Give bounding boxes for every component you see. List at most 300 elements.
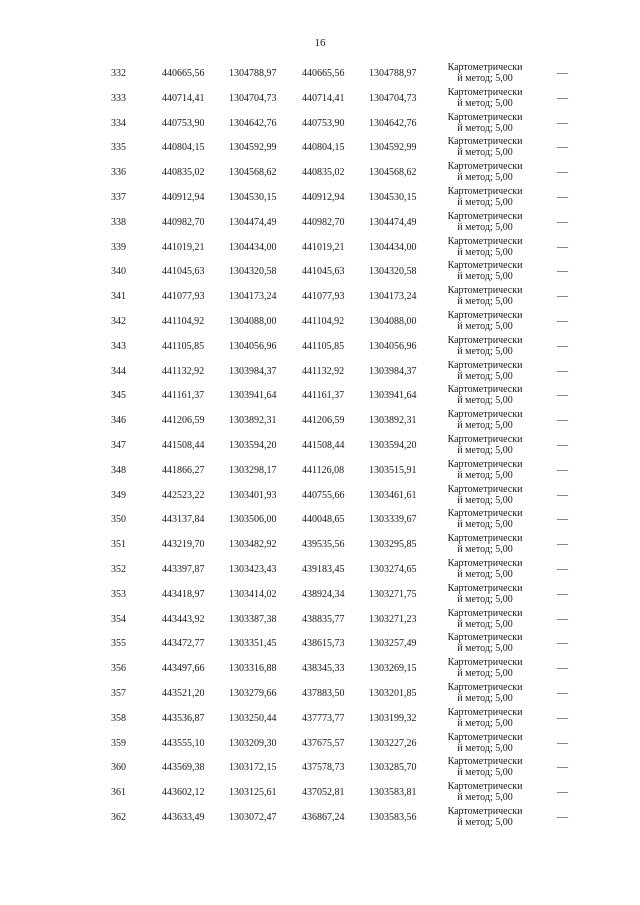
- y-coordinate-cell: 1303316,88: [229, 663, 277, 675]
- y-coordinate-new-cell: 1303515,91: [369, 464, 417, 476]
- y-coordinate-cell: 1304530,15: [229, 191, 277, 203]
- method-cell: [437, 409, 533, 431]
- y-coordinate-new-cell: 1303271,23: [369, 613, 417, 625]
- y-coordinate-new-cell: 1303892,31: [369, 415, 417, 427]
- x-coordinate-cell: 441104,92: [162, 315, 205, 327]
- method-cell: [437, 459, 533, 481]
- point-number-cell: 353: [111, 588, 126, 600]
- y-coordinate-new-cell: 1304592,99: [369, 142, 417, 154]
- method-line-2: й метод; 5,00: [457, 395, 513, 407]
- method-line-1: Картометрически: [447, 756, 523, 768]
- dash-cell: —: [557, 637, 568, 650]
- point-number-cell: 346: [111, 415, 126, 427]
- method-cell: [437, 360, 533, 382]
- point-number-cell: 345: [111, 390, 126, 402]
- method-line-1: Картометрически: [447, 582, 523, 594]
- x-coordinate-new-cell: 439535,56: [302, 539, 345, 551]
- method-line-1: Картометрически: [447, 334, 523, 346]
- dash-cell: —: [557, 810, 568, 823]
- x-coordinate-new-cell: 437578,73: [302, 762, 345, 774]
- point-number-cell: 337: [111, 191, 126, 203]
- y-coordinate-new-cell: 1303295,85: [369, 539, 417, 551]
- table-row: [0, 532, 640, 557]
- point-number-cell: 348: [111, 464, 126, 476]
- method-line-2: й метод; 5,00: [457, 444, 513, 456]
- x-coordinate-new-cell: 437052,81: [302, 787, 345, 799]
- y-coordinate-cell: 1304056,96: [229, 340, 277, 352]
- x-coordinate-new-cell: 439183,45: [302, 563, 345, 575]
- x-coordinate-cell: 443137,84: [162, 514, 205, 526]
- method-line-1: Картометрически: [447, 458, 523, 470]
- dash-cell: —: [557, 116, 568, 129]
- method-line-2: й метод; 5,00: [457, 593, 513, 605]
- method-cell: [437, 583, 533, 605]
- x-coordinate-new-cell: 441105,85: [302, 340, 345, 352]
- method-cell: [437, 236, 533, 258]
- point-number-cell: 362: [111, 811, 126, 823]
- x-coordinate-cell: 440665,56: [162, 68, 205, 79]
- x-coordinate-cell: 443443,92: [162, 613, 205, 625]
- point-number-cell: 350: [111, 514, 126, 526]
- y-coordinate-new-cell: 1304530,15: [369, 191, 417, 203]
- x-coordinate-new-cell: 438924,34: [302, 588, 345, 600]
- x-coordinate-new-cell: 437773,77: [302, 712, 345, 724]
- method-line-1: Картометрически: [447, 409, 523, 421]
- table-row: [0, 383, 640, 408]
- x-coordinate-new-cell: 438615,73: [302, 638, 345, 650]
- table-row: [0, 607, 640, 632]
- method-line-1: Картометрически: [447, 260, 523, 272]
- method-cell: [437, 285, 533, 307]
- dash-cell: —: [557, 240, 568, 253]
- y-coordinate-new-cell: 1304474,49: [369, 216, 417, 228]
- method-cell: [437, 112, 533, 134]
- method-line-2: й метод; 5,00: [457, 692, 513, 704]
- x-coordinate-cell: 443569,38: [162, 762, 205, 774]
- point-number-cell: 357: [111, 687, 126, 699]
- method-line-1: Картометрически: [447, 161, 523, 173]
- point-number-cell: 359: [111, 737, 126, 749]
- method-line-2: й метод; 5,00: [457, 296, 513, 308]
- dash-cell: —: [557, 562, 568, 575]
- point-number-cell: 347: [111, 439, 126, 451]
- x-coordinate-new-cell: 440755,66: [302, 489, 345, 501]
- method-cell: [437, 260, 533, 282]
- method-line-2: й метод; 5,00: [457, 568, 513, 580]
- dash-cell: —: [557, 91, 568, 104]
- table-row: [0, 111, 640, 136]
- dash-cell: —: [557, 141, 568, 154]
- method-line-1: Картометрически: [447, 62, 523, 73]
- point-number-cell: 341: [111, 291, 126, 303]
- point-number-cell: 344: [111, 365, 126, 377]
- y-coordinate-new-cell: 1304088,00: [369, 315, 417, 327]
- x-coordinate-new-cell: 438835,77: [302, 613, 345, 625]
- method-line-1: Картометрически: [447, 731, 523, 743]
- dash-cell: —: [557, 265, 568, 278]
- dash-cell: —: [557, 662, 568, 675]
- point-number-cell: 351: [111, 539, 126, 551]
- x-coordinate-cell: 442523,22: [162, 489, 205, 501]
- method-line-2: й метод; 5,00: [457, 668, 513, 680]
- y-coordinate-cell: 1303984,37: [229, 365, 277, 377]
- y-coordinate-cell: 1304088,00: [229, 315, 277, 327]
- y-coordinate-cell: 1303172,15: [229, 762, 277, 774]
- dash-cell: —: [557, 414, 568, 427]
- method-cell: [437, 211, 533, 233]
- dash-cell: —: [557, 438, 568, 451]
- x-coordinate-new-cell: 441126,08: [302, 464, 345, 476]
- y-coordinate-cell: 1303250,44: [229, 712, 277, 724]
- method-line-1: Картометрически: [447, 706, 523, 718]
- x-coordinate-cell: 440912,94: [162, 191, 205, 203]
- method-line-1: Картометрически: [447, 136, 523, 148]
- y-coordinate-new-cell: 1304642,76: [369, 117, 417, 129]
- point-number-cell: 355: [111, 638, 126, 650]
- method-cell: [437, 161, 533, 183]
- x-coordinate-cell: 441508,44: [162, 439, 205, 451]
- table-row: [0, 557, 640, 582]
- table-row: [0, 681, 640, 706]
- table-row: [0, 235, 640, 260]
- table-row: [0, 631, 640, 656]
- y-coordinate-cell: 1304173,24: [229, 291, 277, 303]
- method-cell: [437, 781, 533, 803]
- x-coordinate-cell: 440714,41: [162, 92, 205, 104]
- point-number-cell: 333: [111, 92, 126, 104]
- method-cell: [437, 657, 533, 679]
- method-line-2: й метод; 5,00: [457, 246, 513, 258]
- x-coordinate-new-cell: 441045,63: [302, 266, 345, 278]
- y-coordinate-cell: 1304320,58: [229, 266, 277, 278]
- y-coordinate-new-cell: 1304320,58: [369, 266, 417, 278]
- method-line-2: й метод; 5,00: [457, 122, 513, 134]
- y-coordinate-cell: 1303125,61: [229, 787, 277, 799]
- table-row: [0, 433, 640, 458]
- page-number: 16: [314, 37, 326, 49]
- y-coordinate-new-cell: 1303339,67: [369, 514, 417, 526]
- dash-cell: —: [557, 786, 568, 799]
- method-line-2: й метод; 5,00: [457, 221, 513, 233]
- x-coordinate-new-cell: 437883,50: [302, 687, 345, 699]
- dash-cell: —: [557, 463, 568, 476]
- method-line-2: й метод; 5,00: [457, 370, 513, 382]
- y-coordinate-new-cell: 1304173,24: [369, 291, 417, 303]
- method-line-1: Картометрически: [447, 805, 523, 817]
- method-cell: [437, 732, 533, 754]
- dash-cell: —: [557, 314, 568, 327]
- table-row: [0, 706, 640, 731]
- method-line-1: Картометрически: [447, 285, 523, 297]
- method-cell: [437, 186, 533, 208]
- x-coordinate-new-cell: 441132,92: [302, 365, 345, 377]
- method-line-2: й метод; 5,00: [457, 345, 513, 357]
- method-line-2: й метод; 5,00: [457, 742, 513, 754]
- coordinates-table: [0, 61, 640, 830]
- method-cell: [437, 756, 533, 778]
- method-cell: [437, 682, 533, 704]
- x-coordinate-cell: 441105,85: [162, 340, 205, 352]
- method-line-1: Картометрически: [447, 384, 523, 396]
- y-coordinate-new-cell: 1303461,61: [369, 489, 417, 501]
- table-row: [0, 755, 640, 780]
- point-number-cell: 352: [111, 563, 126, 575]
- dash-cell: —: [557, 339, 568, 352]
- x-coordinate-cell: 440753,90: [162, 117, 205, 129]
- x-coordinate-new-cell: 441508,44: [302, 439, 345, 451]
- method-line-1: Картометрически: [447, 185, 523, 197]
- point-number-cell: 356: [111, 663, 126, 675]
- method-cell: [437, 632, 533, 654]
- table-row: [0, 359, 640, 384]
- dash-cell: —: [557, 513, 568, 526]
- table-row: [0, 185, 640, 210]
- table-row: [0, 160, 640, 185]
- method-line-1: Картометрически: [447, 681, 523, 693]
- point-number-cell: 361: [111, 787, 126, 799]
- point-number-cell: 338: [111, 216, 126, 228]
- method-line-1: Картометрически: [447, 86, 523, 98]
- method-line-2: й метод; 5,00: [457, 618, 513, 630]
- method-line-2: й метод; 5,00: [457, 172, 513, 184]
- method-line-2: й метод; 5,00: [457, 643, 513, 655]
- y-coordinate-cell: 1303482,92: [229, 539, 277, 551]
- x-coordinate-cell: 443472,77: [162, 638, 205, 650]
- table-row: [0, 408, 640, 433]
- y-coordinate-new-cell: 1303257,49: [369, 638, 417, 650]
- method-line-2: й метод; 5,00: [457, 767, 513, 779]
- method-cell: [437, 62, 533, 84]
- y-coordinate-cell: 1304568,62: [229, 167, 277, 179]
- x-coordinate-new-cell: 440048,65: [302, 514, 345, 526]
- y-coordinate-new-cell: 1303594,20: [369, 439, 417, 451]
- x-coordinate-new-cell: 440912,94: [302, 191, 345, 203]
- method-cell: [437, 384, 533, 406]
- method-line-1: Картометрически: [447, 533, 523, 545]
- table-row: [0, 284, 640, 309]
- method-line-1: Картометрически: [447, 359, 523, 371]
- y-coordinate-cell: 1304704,73: [229, 92, 277, 104]
- y-coordinate-cell: 1304788,97: [229, 68, 277, 79]
- x-coordinate-cell: 441866,27: [162, 464, 205, 476]
- x-coordinate-cell: 443602,12: [162, 787, 205, 799]
- x-coordinate-new-cell: 441019,21: [302, 241, 345, 253]
- dash-cell: —: [557, 67, 568, 79]
- method-line-1: Картометрически: [447, 607, 523, 619]
- y-coordinate-cell: 1304474,49: [229, 216, 277, 228]
- y-coordinate-new-cell: 1303583,56: [369, 811, 417, 823]
- method-line-1: Картометрически: [447, 508, 523, 520]
- method-line-2: й метод; 5,00: [457, 320, 513, 332]
- y-coordinate-cell: 1303506,00: [229, 514, 277, 526]
- point-number-cell: 360: [111, 762, 126, 774]
- x-coordinate-new-cell: 440753,90: [302, 117, 345, 129]
- method-line-2: й метод; 5,00: [457, 73, 513, 84]
- dash-cell: —: [557, 215, 568, 228]
- point-number-cell: 343: [111, 340, 126, 352]
- x-coordinate-new-cell: 440665,56: [302, 68, 345, 79]
- y-coordinate-new-cell: 1304056,96: [369, 340, 417, 352]
- dash-cell: —: [557, 538, 568, 551]
- x-coordinate-new-cell: 441161,37: [302, 390, 345, 402]
- point-number-cell: 336: [111, 167, 126, 179]
- dash-cell: —: [557, 736, 568, 749]
- x-coordinate-cell: 443397,87: [162, 563, 205, 575]
- method-line-1: Картометрически: [447, 483, 523, 495]
- dash-cell: —: [557, 364, 568, 377]
- x-coordinate-cell: 440982,70: [162, 216, 205, 228]
- method-line-2: й метод; 5,00: [457, 420, 513, 432]
- method-line-2: й метод; 5,00: [457, 147, 513, 159]
- method-line-2: й метод; 5,00: [457, 271, 513, 283]
- method-cell: [437, 484, 533, 506]
- method-line-1: Картометрически: [447, 781, 523, 793]
- x-coordinate-cell: 443219,70: [162, 539, 205, 551]
- point-number-cell: 349: [111, 489, 126, 501]
- dash-cell: —: [557, 587, 568, 600]
- method-line-2: й метод; 5,00: [457, 816, 513, 828]
- dash-cell: —: [557, 711, 568, 724]
- y-coordinate-new-cell: 1304434,00: [369, 241, 417, 253]
- y-coordinate-cell: 1303279,66: [229, 687, 277, 699]
- method-cell: [437, 310, 533, 332]
- point-number-cell: 332: [111, 68, 126, 79]
- x-coordinate-new-cell: 436867,24: [302, 811, 345, 823]
- x-coordinate-cell: 443521,20: [162, 687, 205, 699]
- y-coordinate-cell: 1303298,17: [229, 464, 277, 476]
- method-line-2: й метод; 5,00: [457, 494, 513, 506]
- x-coordinate-new-cell: 441206,59: [302, 415, 345, 427]
- x-coordinate-new-cell: 438345,33: [302, 663, 345, 675]
- method-cell: [437, 707, 533, 729]
- dash-cell: —: [557, 488, 568, 501]
- y-coordinate-new-cell: 1304568,62: [369, 167, 417, 179]
- x-coordinate-new-cell: 441077,93: [302, 291, 345, 303]
- x-coordinate-cell: 441019,21: [162, 241, 205, 253]
- x-coordinate-cell: 440835,02: [162, 167, 205, 179]
- method-cell: [437, 434, 533, 456]
- method-cell: [437, 806, 533, 828]
- method-line-1: Картометрически: [447, 557, 523, 569]
- x-coordinate-cell: 441206,59: [162, 415, 205, 427]
- dash-cell: —: [557, 290, 568, 303]
- method-line-2: й метод; 5,00: [457, 519, 513, 531]
- y-coordinate-cell: 1304592,99: [229, 142, 277, 154]
- table-row: [0, 458, 640, 483]
- y-coordinate-new-cell: 1303269,15: [369, 663, 417, 675]
- table-row: [0, 309, 640, 334]
- table-row: [0, 731, 640, 756]
- method-cell: [437, 335, 533, 357]
- y-coordinate-new-cell: 1304704,73: [369, 92, 417, 104]
- table-row: [0, 582, 640, 607]
- y-coordinate-cell: 1304434,00: [229, 241, 277, 253]
- table-row: [0, 259, 640, 284]
- method-line-1: Картометрически: [447, 433, 523, 445]
- y-coordinate-cell: 1303387,38: [229, 613, 277, 625]
- method-cell: [437, 608, 533, 630]
- table-row: [0, 61, 640, 86]
- y-coordinate-new-cell: 1303285,70: [369, 762, 417, 774]
- method-line-2: й метод; 5,00: [457, 196, 513, 208]
- y-coordinate-new-cell: 1303201,85: [369, 687, 417, 699]
- table-row: [0, 780, 640, 805]
- y-coordinate-new-cell: 1303199,32: [369, 712, 417, 724]
- point-number-cell: 358: [111, 712, 126, 724]
- x-coordinate-cell: 443418,97: [162, 588, 205, 600]
- method-line-1: Картометрически: [447, 632, 523, 644]
- method-line-1: Картометрически: [447, 111, 523, 123]
- method-line-1: Картометрически: [447, 309, 523, 321]
- y-coordinate-new-cell: 1303227,26: [369, 737, 417, 749]
- y-coordinate-new-cell: 1304788,97: [369, 68, 417, 79]
- point-number-cell: 335: [111, 142, 126, 154]
- method-line-2: й метод; 5,00: [457, 792, 513, 804]
- dash-cell: —: [557, 761, 568, 774]
- x-coordinate-new-cell: 440835,02: [302, 167, 345, 179]
- x-coordinate-cell: 443497,66: [162, 663, 205, 675]
- y-coordinate-new-cell: 1303274,65: [369, 563, 417, 575]
- method-line-2: й метод; 5,00: [457, 469, 513, 481]
- method-line-1: Картометрически: [447, 210, 523, 222]
- y-coordinate-cell: 1303209,30: [229, 737, 277, 749]
- point-number-cell: 334: [111, 117, 126, 129]
- y-coordinate-cell: 1303423,43: [229, 563, 277, 575]
- table-row: [0, 86, 640, 111]
- x-coordinate-cell: 443555,10: [162, 737, 205, 749]
- method-cell: [437, 558, 533, 580]
- x-coordinate-cell: 441077,93: [162, 291, 205, 303]
- y-coordinate-cell: 1304642,76: [229, 117, 277, 129]
- method-line-2: й метод; 5,00: [457, 97, 513, 109]
- dash-cell: —: [557, 389, 568, 402]
- y-coordinate-new-cell: 1303583,81: [369, 787, 417, 799]
- method-line-2: й метод; 5,00: [457, 544, 513, 556]
- method-line-1: Картометрически: [447, 657, 523, 669]
- y-coordinate-cell: 1303941,64: [229, 390, 277, 402]
- table-row: [0, 334, 640, 359]
- x-coordinate-new-cell: 440804,15: [302, 142, 345, 154]
- table-row: [0, 656, 640, 681]
- point-number-cell: 339: [111, 241, 126, 253]
- table-row: [0, 507, 640, 532]
- table-row: [0, 135, 640, 160]
- method-line-1: Картометрически: [447, 235, 523, 247]
- method-cell: [437, 533, 533, 555]
- point-number-cell: 342: [111, 315, 126, 327]
- point-number-cell: 354: [111, 613, 126, 625]
- method-cell: [437, 87, 533, 109]
- x-coordinate-cell: 441045,63: [162, 266, 205, 278]
- y-coordinate-new-cell: 1303941,64: [369, 390, 417, 402]
- x-coordinate-new-cell: 441104,92: [302, 315, 345, 327]
- y-coordinate-cell: 1303892,31: [229, 415, 277, 427]
- dash-cell: —: [557, 612, 568, 625]
- table-row: [0, 483, 640, 508]
- x-coordinate-cell: 443536,87: [162, 712, 205, 724]
- method-line-2: й метод; 5,00: [457, 717, 513, 729]
- y-coordinate-new-cell: 1303271,75: [369, 588, 417, 600]
- y-coordinate-cell: 1303594,20: [229, 439, 277, 451]
- table-row: [0, 210, 640, 235]
- x-coordinate-new-cell: 437675,57: [302, 737, 345, 749]
- dash-cell: —: [557, 686, 568, 699]
- y-coordinate-new-cell: 1303984,37: [369, 365, 417, 377]
- x-coordinate-cell: 441132,92: [162, 365, 205, 377]
- y-coordinate-cell: 1303414,02: [229, 588, 277, 600]
- method-cell: [437, 136, 533, 158]
- y-coordinate-cell: 1303072,47: [229, 811, 277, 823]
